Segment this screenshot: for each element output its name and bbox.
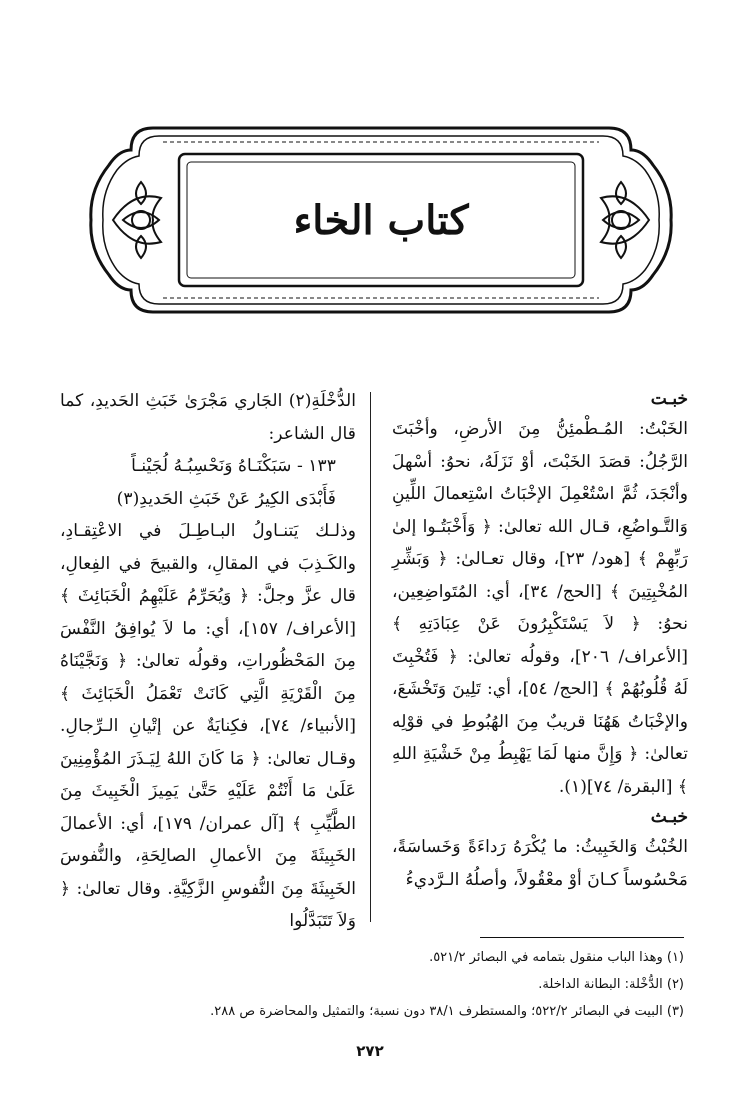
footnote-divider	[480, 937, 684, 938]
footnote-3: (٣) البيت في البصائر ٥٢٢/٢؛ والمستطرف ٣٨/١ دون نسبة؛ والتمثيل والمحاضرة ص ٢٨٨.	[210, 1004, 684, 1019]
entry-paragraph-khbt: الخَبْتُ: المُـطْمئِنُّ مِنَ الأرضِ، وأخْبَتَ الرَّجُلُ: قصَدَ الخَبْتَ، أوْ نَزَلَهُ، نحوُ: أسْهلَ وأنْجَدَ، ثُمَّ اسْتُعْمِلَ الإخْبَاتُ اسْتِعمالَ اللِّينِ وَالتَّـواضُعِ، قـال الله تعالىٰ: ﴿ وَأَخْبَتُـوا إلىٰ رَبِّهِمْ ﴾ [هود/ ٢٣]، وقال تعـالىٰ: ﴿ وَبَشِّرِ المُخْبِتِينَ ﴾ [الحج/ ٣٤]، أي: المُتَواضِعِين، نحوُ: ﴿ لاَ يَسْتَكْبِرُونَ عَنْ عِبَادَتِهِ ﴾ [الأعراف/ ٢٠٦]، وقولُه تعالىٰ: ﴿ فَتُخْبِتَ لَهُ قُلُوبُهُمْ ﴾ [الحج/ ٥٤]، أي: تَلِينَ وَتَخْشَعَ، والإخْبَاتُ هَهُنَا قريبٌ مِنَ الهُبُوطِ في قوْلِه تعالىٰ: ﴿ وَإِنَّ منها لَمَا يَهْبِطُ مِنْ خَشْيَةِ اللهِ ﴾ [البقرة/ ٧٤](١).	[392, 419, 689, 797]
entry-heading-khbt: خبـت	[650, 389, 688, 409]
text-columns	[60, 385, 689, 931]
footnote-2: (٢) الدُّخْلة: البطانة الداخلة.	[538, 977, 684, 992]
footnotes	[90, 944, 684, 1025]
chapter-title: كتاب الخاء	[293, 196, 469, 244]
entry-heading-khbth: خبـث	[650, 807, 688, 827]
entry-paragraph-khbth: الخُبْثُ وَالخَبِيثُ: ما يُكْرَهُ رَداءَةً وَخَساسَةً، مَحْسُوساً كـانَ أوْ معْقُولاً، وأصلُهُ الـرَّديءُ	[392, 837, 688, 890]
column-divider	[370, 392, 371, 922]
page-number: ٢٧٢	[356, 1042, 384, 1060]
left-paragraph-1: الدُّخْلَةِ(٢) الجَاري مَجْرَىٰ خَبَثِ الحَديدِ، كما قال الشاعر:	[60, 391, 356, 444]
left-column	[60, 385, 356, 931]
left-paragraph-2: وذلـك يَتنـاولُ البـاطِـلَ في الاعْتِقـادِ، والكَـذِبَ في المقالِ، والقبيحَ في الفِعالِ، قال عزَّ وجلَّ: ﴿ وَيُحَرِّمُ عَلَيْهِمُ الْخَبَائِثَ ﴾ [الأعراف/ ١٥٧]، أي: ما لاَ يُوافِقُ النَّفْسَ مِنَ المَحْظُوراتِ، وقولُه تعالىٰ: ﴿ وَنَجَّيْنَاهُ مِنَ الْقَرْيَةِ الَّتِي كَانَتْ تَعْمَلُ الْخَبَائِثَ ﴾ [الأنبياء/ ٧٤]، فكِنايَةٌ عن إتْيانِ الـرِّجالِ. وقـال تعالىٰ: ﴿ مَا كَانَ اللهُ لِيَـذَرَ المُؤْمِنِينَ عَلَىٰ مَا أَنْتُمْ عَلَيْهِ حَتَّىٰ يَمِيزَ الْخَبِيثَ مِنَ الطَّيِّبِ ﴾ [آل عمران/ ١٧٩]، أي: الأعمالَ الخَبِيثَةَ مِنَ الأعمالِ الصالِحَةِ، والنُّفوسَ الخَبِيثَةَ مِنَ النُّفوسِ الزَّكِيَّةِ. وقال تعالىٰ: ﴿ وَلاَ تَتَبَدَّلُوا	[60, 521, 356, 931]
right-column	[392, 385, 688, 925]
poem-verse-2: فَأَبْدَى الكِيرُ عَنْ خَبَثِ الحَديدِ(٣)	[116, 488, 336, 509]
poem-verse-1: ١٣٣ - سَبَكْنَـاهُ وَنَحْسِبُـهُ لُجَيْنـاً	[131, 456, 336, 476]
footnote-1: (١) وهذا الباب منقول بتمامه في البصائر ٥٢١/٢.	[429, 950, 684, 965]
